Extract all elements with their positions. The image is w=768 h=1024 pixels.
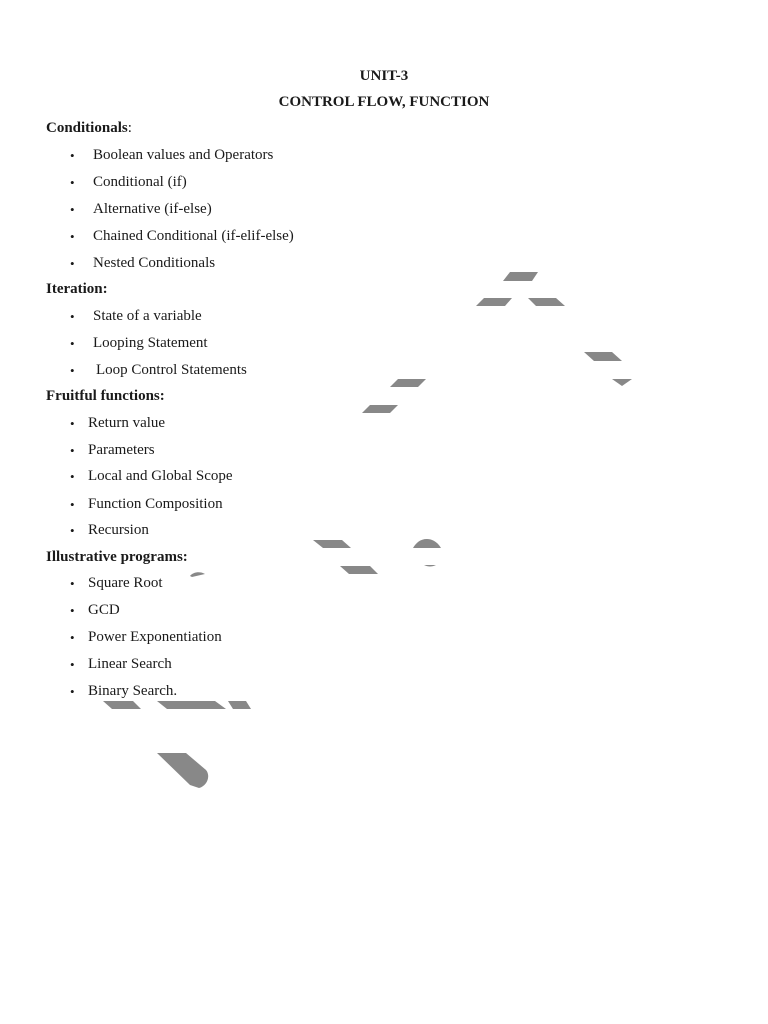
watermark-fragment [228,701,251,709]
watermark-fragment [503,272,538,281]
watermark-fragment [413,539,441,548]
bullet: • [70,603,75,618]
bullet: • [70,148,75,163]
section-heading-iteration: Iteration: [46,281,108,297]
watermark-fragment [584,352,622,361]
watermark-fragment [157,753,208,788]
section-heading-fruitful-functions: Fruitful functions: [46,388,165,404]
bullet: • [70,363,75,378]
watermark-fragment [103,701,141,709]
bullet: • [70,416,75,431]
section-heading-conditionals: Conditionals: [46,120,132,136]
watermark-fragment [313,540,351,548]
watermark-fragment [190,572,205,577]
watermark-fragment [157,701,226,709]
list-item: Function Composition [88,496,223,512]
list-item: Chained Conditional (if-elif-else) [93,228,294,244]
list-item: Looping Statement [93,335,208,351]
watermark-fragment [362,405,398,413]
bullet: • [70,630,75,645]
list-item: Return value [88,415,166,431]
bullet: • [70,469,75,484]
bullet: • [70,684,75,699]
list-item: Alternative (if-else) [93,201,212,217]
list-item: Square Root [88,575,163,591]
list-item: Power Exponentiation [88,629,222,645]
watermark-fragment [528,298,565,306]
list-item: Boolean values and Operators [93,147,274,163]
bullet: • [70,202,75,217]
list-item: GCD [88,602,120,618]
bullet: • [70,175,75,190]
page-title: CONTROL FLOW, FUNCTION [278,94,490,110]
watermark-fragment [612,379,632,386]
watermark-fragment [390,379,426,387]
list-item: Binary Search. [88,683,178,699]
watermark-fragment [476,298,512,306]
bullet: • [70,523,75,538]
bullet: • [70,256,75,271]
list-item: Conditional (if) [93,174,187,190]
list-item: Loop Control Statements [96,362,247,378]
bullet: • [70,443,75,458]
bullet: • [70,229,75,244]
watermark-fragment [424,565,436,567]
list-item: Recursion [88,522,149,538]
list-item: Linear Search [88,656,172,672]
bullet: • [70,336,75,351]
bullet: • [70,309,75,324]
bullet: • [70,576,75,591]
list-item: Local and Global Scope [88,468,233,484]
unit-label: UNIT-3 [359,68,409,84]
section-heading-illustrative-programs: Illustrative programs: [46,549,188,565]
watermark-fragment [340,566,378,574]
bullet: • [70,497,75,512]
list-item: Nested Conditionals [93,255,216,271]
bullet: • [70,657,75,672]
list-item: State of a variable [93,308,202,324]
list-item: Parameters [88,442,155,458]
